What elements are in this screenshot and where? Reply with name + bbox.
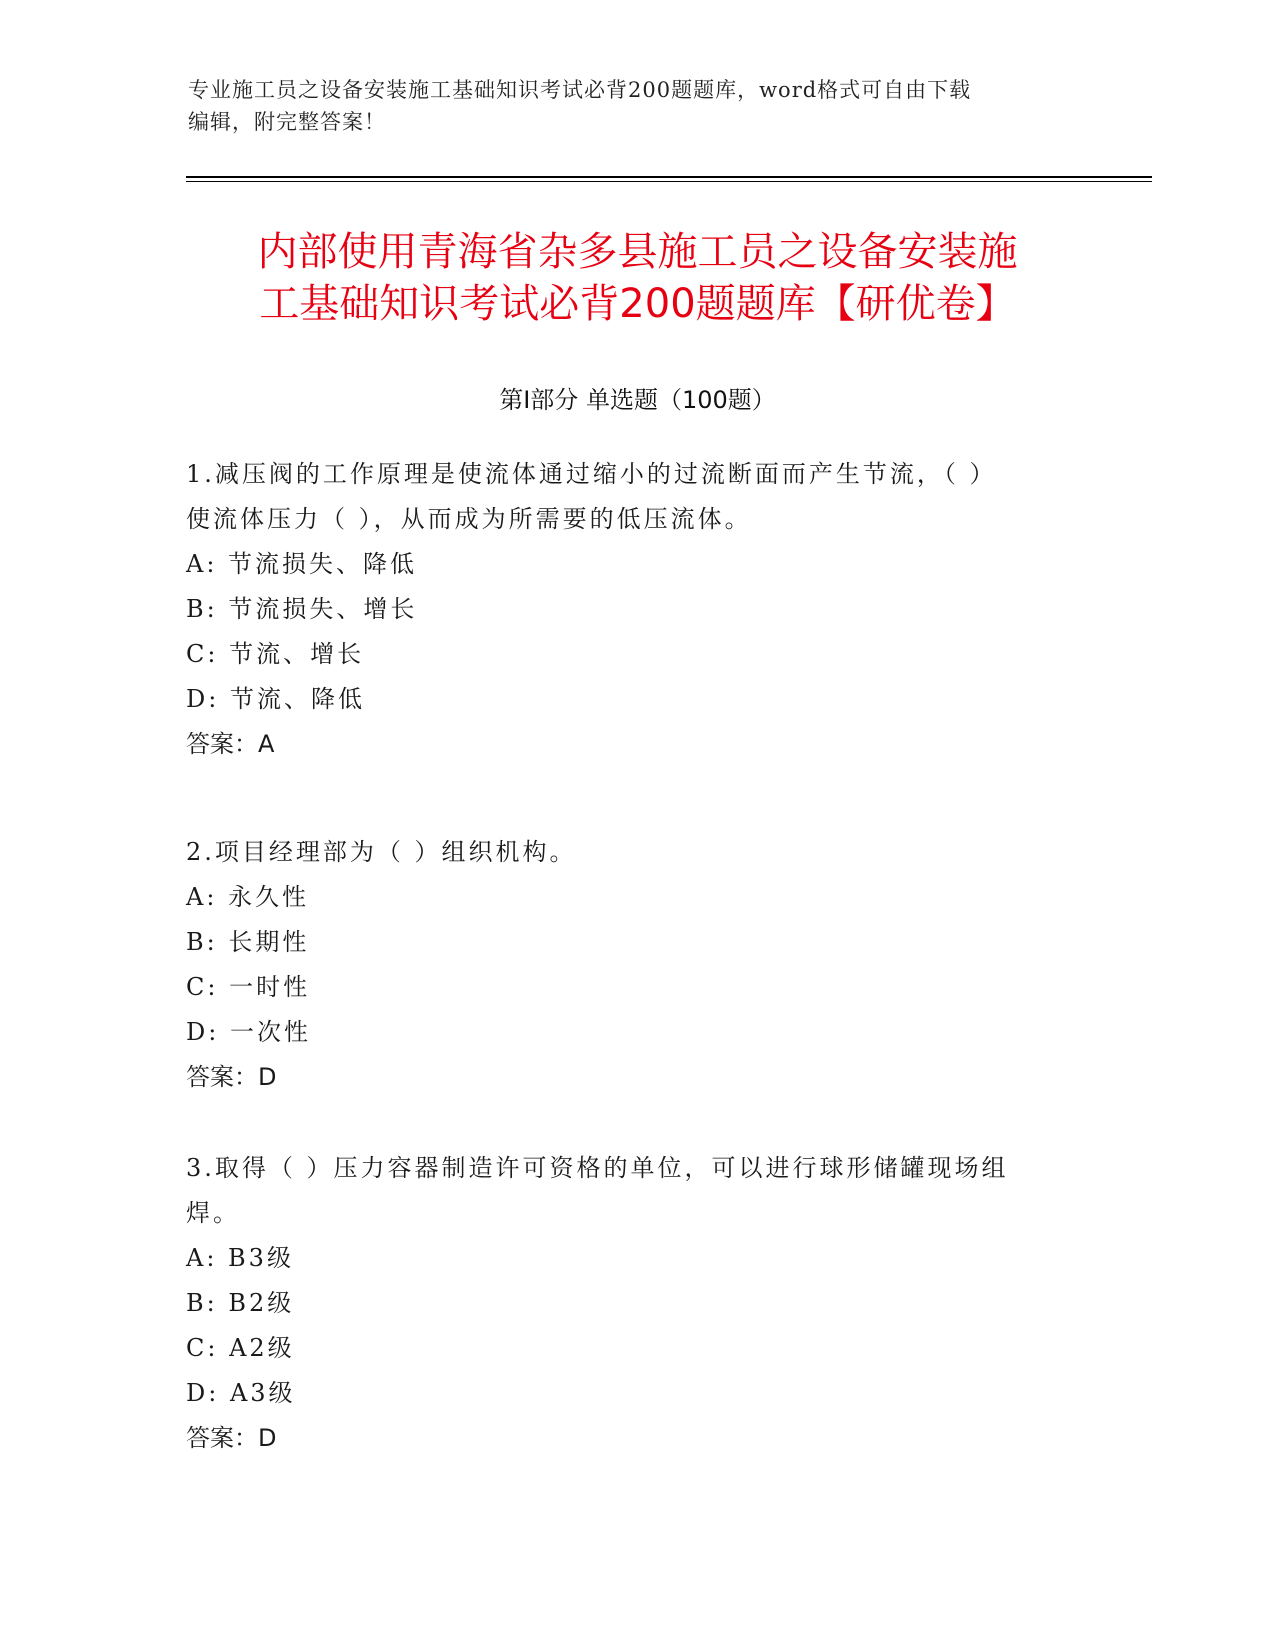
header-note-line-2: 编辑，附完整答案！ [188, 110, 386, 134]
option-a: A: B3级 [186, 1244, 294, 1272]
option-b: B: 长期性 [186, 928, 310, 956]
option-b: B: B2级 [186, 1289, 295, 1317]
option-b: B: 节流损失、增长 [186, 595, 418, 623]
option-c: C: 节流、增长 [186, 640, 365, 668]
question-stem-line-1: 1.减压阀的工作原理是使流体通过缩小的过流断面而产生节流，（ ） [186, 460, 997, 488]
question-stem-line-2: 焊。 [186, 1199, 240, 1227]
question-stem-line-1: 2.项目经理部为（ ）组织机构。 [186, 838, 577, 866]
document-title-line-2: 工基础知识考试必背200题题库【研优卷】 [259, 281, 1016, 327]
section-title: 第Ⅰ部分 单选题（100题） [499, 386, 776, 414]
question-1 [186, 452, 1086, 767]
option-d: D: 节流、降低 [186, 685, 365, 713]
option-c: C: 一时性 [186, 973, 311, 1001]
header-note-line-1: 专业施工员之设备安装施工基础知识考试必背200题题库，word格式可自由下载 [188, 78, 972, 102]
document-title-line-1: 内部使用青海省杂多县施工员之设备安装施 [257, 229, 1018, 275]
option-d: D: 一次性 [186, 1018, 311, 1046]
question-3 [186, 1146, 1086, 1461]
answer: 答案：D [186, 1063, 277, 1091]
question-stem-line-2: 使流体压力（ ），从而成为所需要的低压流体。 [186, 505, 752, 533]
header-note [188, 74, 1088, 138]
option-c: C: A2级 [186, 1334, 295, 1362]
header-rule-thick [186, 176, 1152, 178]
option-a: A: 节流损失、降低 [186, 550, 418, 578]
question-2 [186, 830, 1086, 1100]
option-a: A: 永久性 [186, 883, 310, 911]
header-rule-thin [186, 181, 1152, 182]
answer: 答案：A [186, 730, 275, 758]
option-d: D: A3级 [186, 1379, 296, 1407]
document-title [0, 226, 1275, 330]
question-stem-line-1: 3.取得（ ）压力容器制造许可资格的单位，可以进行球形储罐现场组 [186, 1154, 1009, 1182]
answer: 答案：D [186, 1424, 277, 1452]
